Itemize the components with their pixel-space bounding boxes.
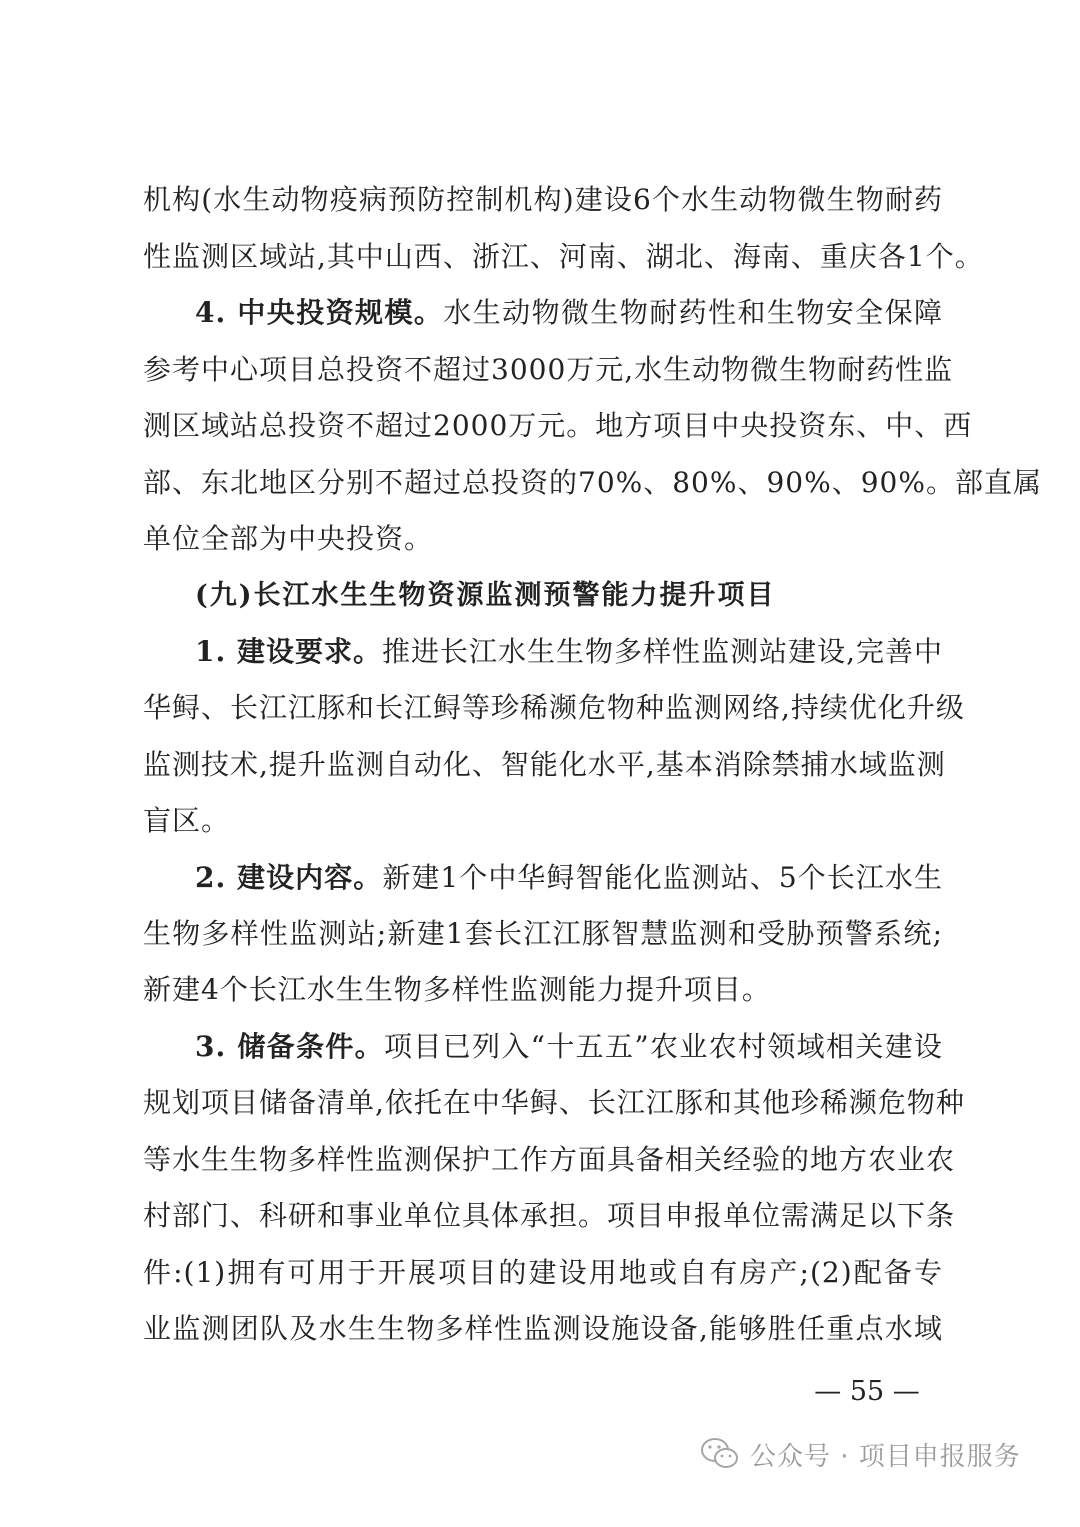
item-2-title: 2. 建设内容。 [195,861,383,894]
text-line: 生物多样性监测站;新建1套长江江豚智慧监测和受胁预警系统; [143,917,943,950]
text-line: 业监测团队及水生生物多样性监测设施设备,能够胜任重点水域 [143,1312,943,1345]
item-1-heading-line [195,632,943,672]
text-line: 参考中心项目总投资不超过3000万元,水生动物微生物耐药性监 [143,353,954,386]
text-line: 单位全部为中央投资。 [143,522,434,555]
section-4-title: 4. 中央投资规模。 [195,296,444,329]
text-line: 华鲟、长江江豚和长江鲟等珍稀濒危物种监测网络,持续优化升级 [143,691,965,724]
text-line: 新建4个长江水生生物多样性监测能力提升项目。 [143,973,771,1006]
section-nine-heading: (九)长江水生生物资源监测预警能力提升项目 [195,580,776,611]
text-line: 监测技术,提升监测自动化、智能化水平,基本消除禁捕水域监测 [143,748,946,781]
text-span: 新建1个中华鲟智能化监测站、5个长江水生 [382,861,943,894]
text-line: 规划项目储备清单,依托在中华鲟、长江江豚和其他珍稀濒危物种 [143,1086,965,1119]
item-3-heading-line [195,1027,943,1067]
item-3-title: 3. 储备条件。 [195,1030,384,1063]
text-span: 推进长江水生生物多样性监测站建设,完善中 [382,635,944,668]
text-line: 等水生生物多样性监测保护工作方面具备相关经验的地方农业农 [143,1143,956,1176]
text-line: 性监测区域站,其中山西、浙江、河南、湖北、海南、重庆各1个。 [143,240,984,273]
text-line: 机构(水生动物疫病预防控制机构)建设6个水生动物微生物耐药 [143,183,943,216]
text-line: 测区域站总投资不超过2000万元。地方项目中央投资东、中、西 [143,409,973,442]
text-line: 部、东北地区分别不超过总投资的70%、80%、90%、90%。部直属 [143,466,1042,499]
wechat-icon [700,1437,740,1471]
item-2-heading-line [195,858,943,898]
text-line: 盲区。 [143,804,231,837]
section-4-heading-line [195,293,943,333]
text-span: 项目已列入“十五五”农业农村领域相关建设 [384,1030,943,1063]
item-1-title: 1. 建设要求。 [195,635,383,668]
text-span: 水生动物微生物耐药性和生物安全保障 [443,296,943,329]
text-line: 件:(1)拥有可用于开展项目的建设用地或自有房产;(2)配备专 [143,1256,943,1289]
text-line: 村部门、科研和事业单位具体承担。项目申报单位需满足以下条 [143,1199,956,1232]
wechat-watermark [700,1428,1021,1480]
page-number: — 55 — [814,1376,920,1407]
watermark-text: 公众号 · 项目申报服务 [750,1441,1021,1472]
